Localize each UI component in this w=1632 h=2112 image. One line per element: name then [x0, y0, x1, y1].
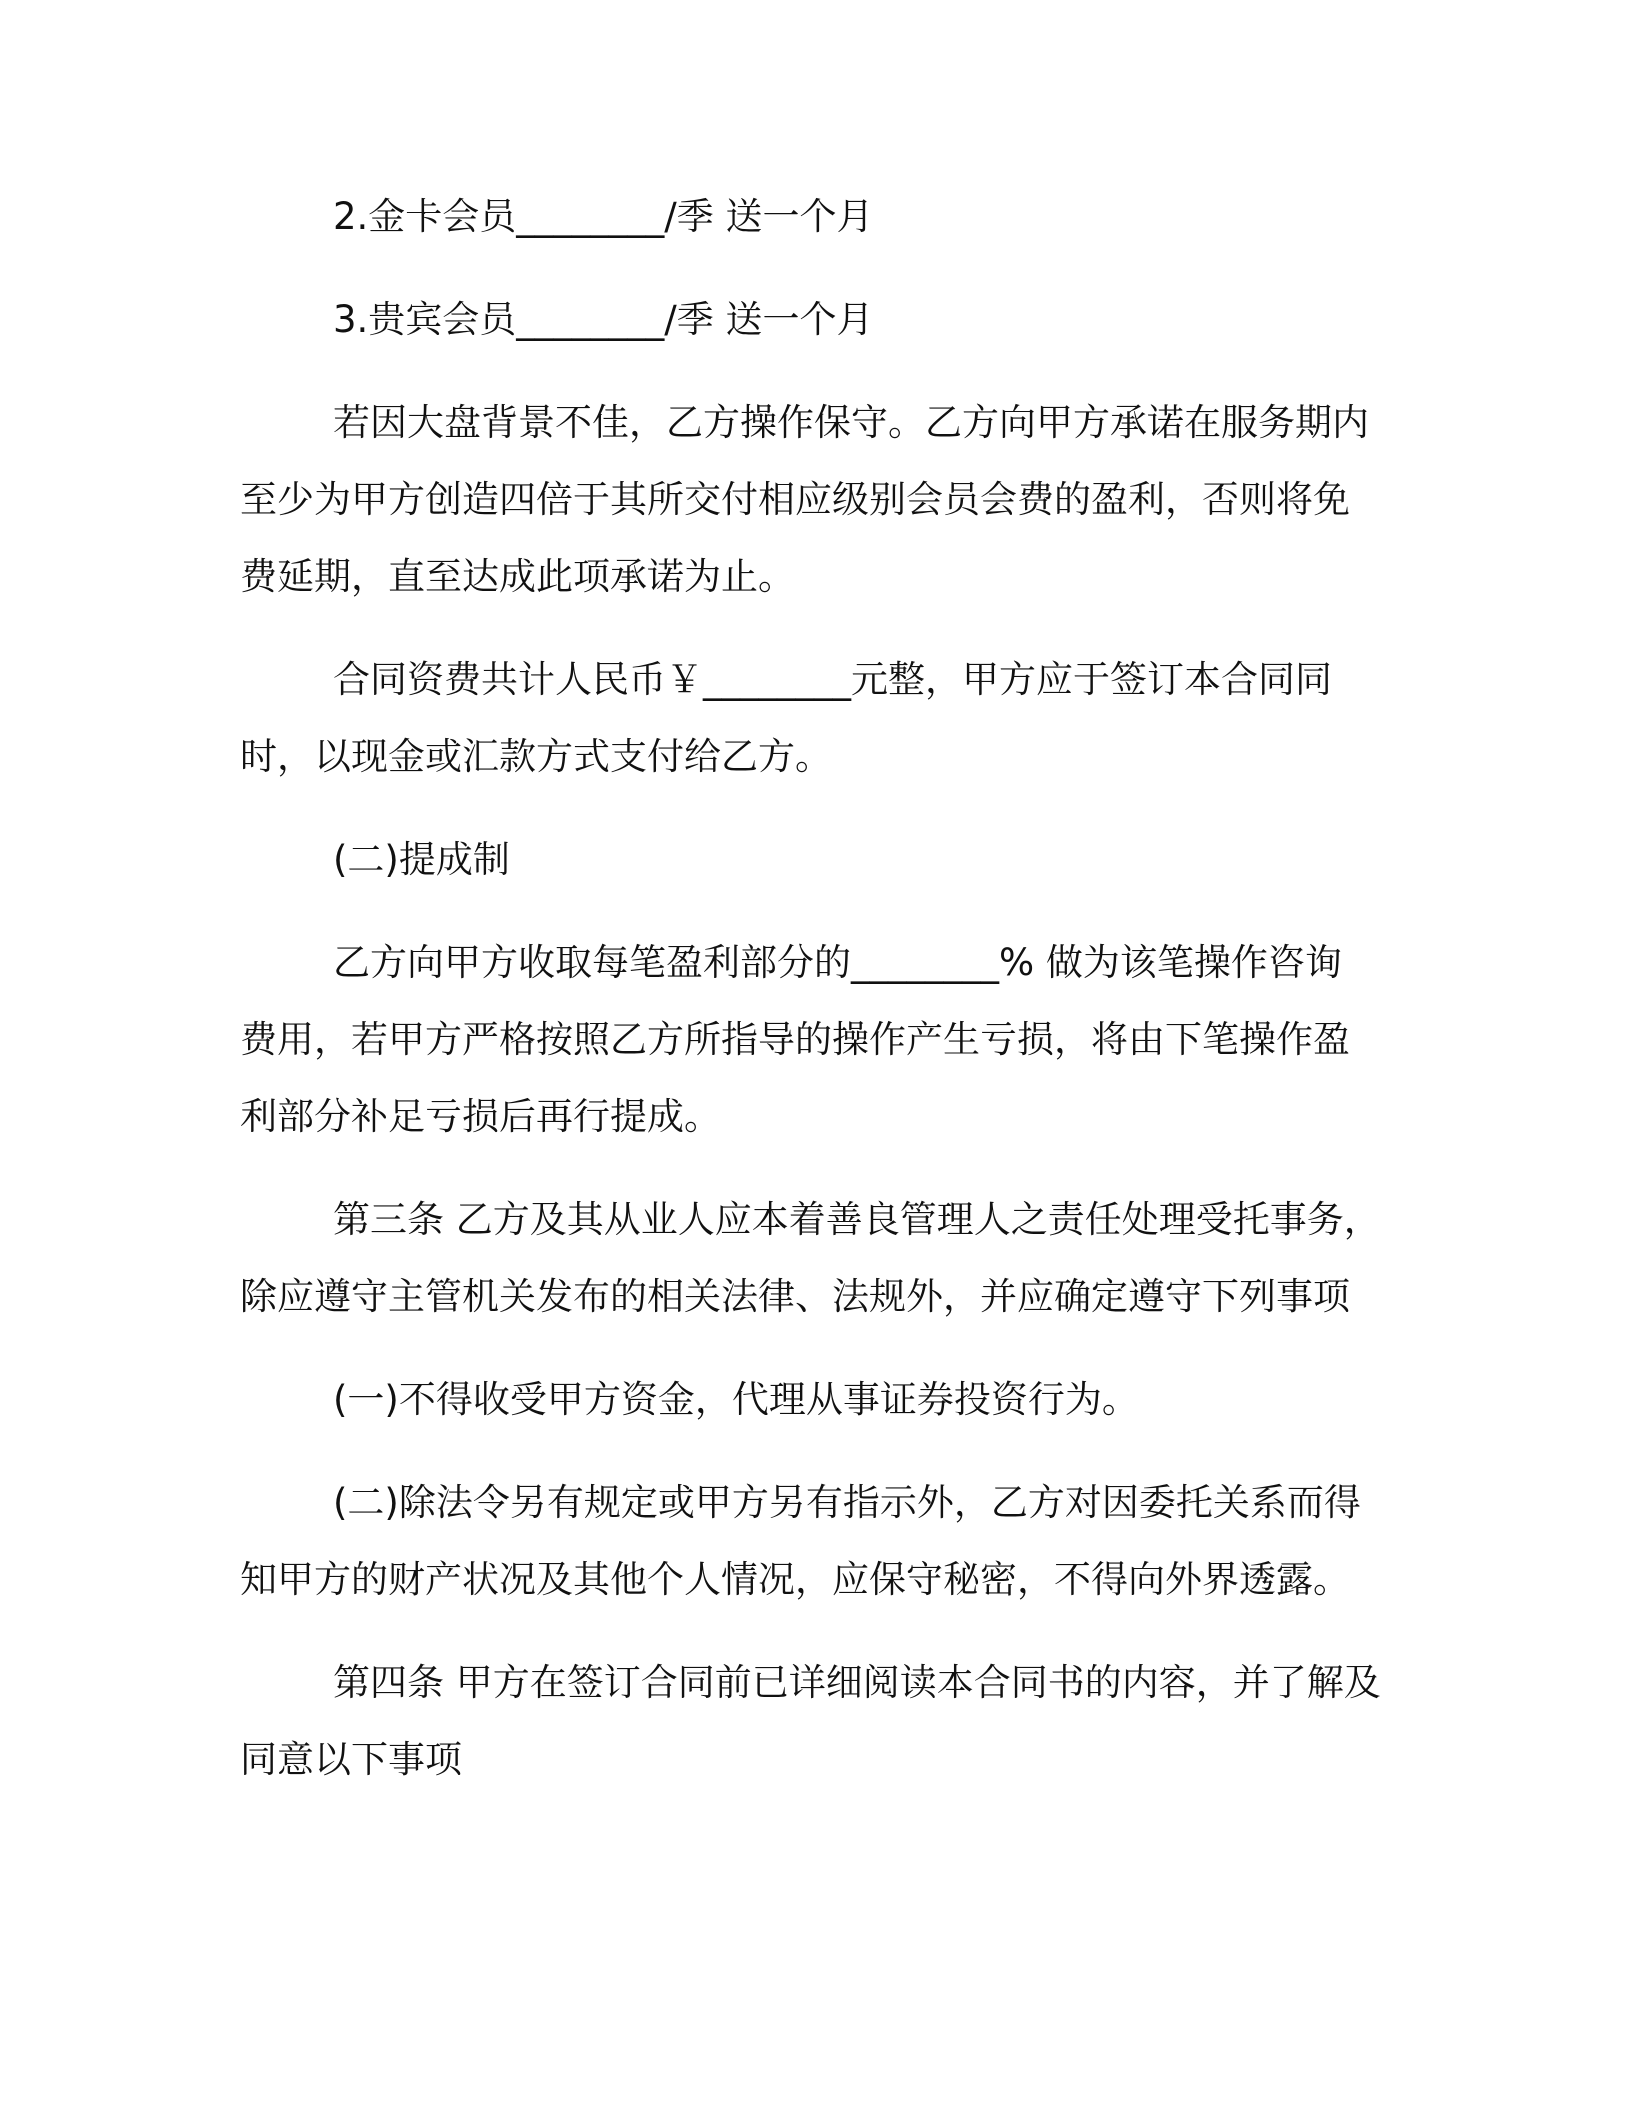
- text-line: (二)提成制: [333, 838, 510, 881]
- article-three: [240, 1181, 1400, 1335]
- text-line: 第三条 乙方及其从业人应本着善良管理人之责任处理受托事务，: [333, 1198, 1381, 1241]
- text-line: 知甲方的财产状况及其他个人情况，应保守秘密，不得向外界透露。: [240, 1558, 1350, 1601]
- text-line: 若因大盘背景不佳，乙方操作保守。乙方向甲方承诺在服务期内: [333, 401, 1369, 444]
- text-line: 同意以下事项: [240, 1738, 462, 1781]
- article-three-item-two: [240, 1464, 1400, 1618]
- paragraph-commission-terms: [240, 924, 1400, 1155]
- article-three-item-one: [240, 1361, 1400, 1438]
- paragraph-profit-promise: [240, 384, 1400, 615]
- text-line: (一)不得收受甲方资金，代理从事证券投资行为。: [333, 1378, 1139, 1421]
- text-line: 合同资费共计人民币￥________元整，甲方应于签订本合同同: [333, 658, 1332, 701]
- text-line: 乙方向甲方收取每笔盈利部分的________% 做为该笔操作咨询: [333, 941, 1342, 984]
- text-line: (二)除法令另有规定或甲方另有指示外，乙方对因委托关系而得: [333, 1481, 1361, 1524]
- paragraph-contract-fee: [240, 641, 1400, 795]
- text-line: 3.贵宾会员________/季 送一个月: [333, 298, 874, 341]
- text-line: 至少为甲方创造四倍于其所交付相应级别会员会费的盈利，否则将免: [240, 478, 1350, 521]
- text-line: 时，以现金或汇款方式支付给乙方。: [240, 735, 832, 778]
- section-heading-commission: [240, 821, 1400, 898]
- document-page: [240, 178, 1400, 1824]
- article-four: [240, 1644, 1400, 1798]
- paragraph-vip-membership: [240, 281, 1400, 358]
- text-line: 费用，若甲方严格按照乙方所指导的操作产生亏损，将由下笔操作盈: [240, 1018, 1350, 1061]
- text-line: 第四条 甲方在签订合同前已详细阅读本合同书的内容，并了解及: [333, 1661, 1381, 1704]
- text-line: 除应遵守主管机关发布的相关法律、法规外，并应确定遵守下列事项: [240, 1275, 1350, 1318]
- text-line: 利部分补足亏损后再行提成。: [240, 1095, 721, 1138]
- text-line: 2.金卡会员________/季 送一个月: [333, 195, 874, 238]
- text-line: 费延期，直至达成此项承诺为止。: [240, 555, 795, 598]
- paragraph-gold-membership: [240, 178, 1400, 255]
